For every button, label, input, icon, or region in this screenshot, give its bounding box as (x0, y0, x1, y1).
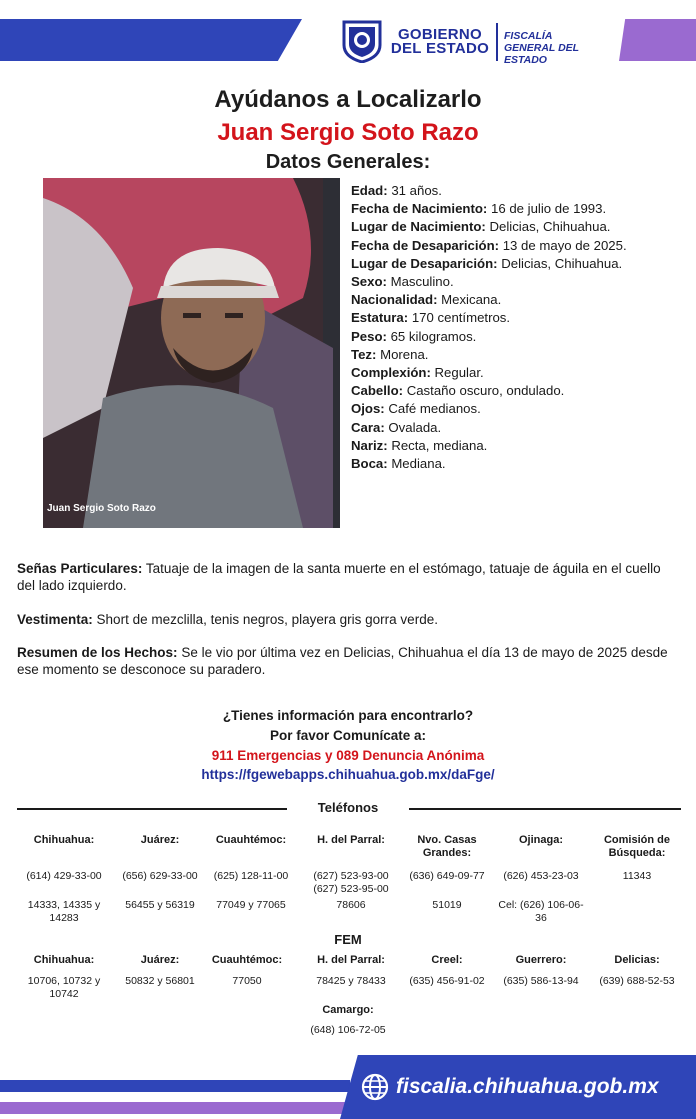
fem-title: FEM (334, 932, 362, 947)
state-seal-icon (341, 19, 383, 63)
footer-purple-stripe (0, 1102, 345, 1114)
tel-ext: 78606 (336, 899, 366, 911)
missing-person-photo (43, 178, 340, 528)
detail-nariz: Nariz: Recta, mediana. (351, 437, 488, 453)
general-data-list (351, 182, 681, 473)
fem-header: Camargo: (322, 1004, 374, 1016)
tel-phone: (627) 523-93-00 (627) 523-95-00 (313, 870, 389, 895)
fem-header: Creel: (431, 954, 463, 966)
contact-question: ¿Tienes información para encontrarlo? (222, 708, 474, 723)
tel-ext: 77049 y 77065 (216, 899, 286, 911)
fem-header: Juárez: (140, 954, 180, 966)
fem-value: 10706, 10732 y 10742 (27, 975, 101, 1000)
tel-ext: Cel: (626) 106-06-36 (498, 899, 584, 924)
photo-illustration (43, 178, 340, 528)
tel-header: Juárez: (140, 834, 180, 846)
photo-caption: Juan Sergio Soto Razo (47, 503, 156, 514)
missing-person-name: Juan Sergio Soto Razo (217, 119, 479, 146)
detail-cabello: Cabello: Castaño oscuro, ondulado. (351, 383, 565, 399)
report-link[interactable]: https://fgewebapps.chihuahua.gob.mx/daFge/ (201, 767, 495, 782)
section-title: Datos Generales: (265, 151, 431, 173)
emergency-numbers: 911 Emergencias y 089 Denuncia Anónima (211, 748, 485, 763)
header-purple-band (619, 19, 696, 61)
fem-header: Chihuahua: (33, 954, 95, 966)
gobierno-del-estado-logo: GOBIERNO DEL ESTADO (390, 26, 490, 57)
tel-ext: 56455 y 56319 (125, 899, 195, 911)
detail-edad: Edad: 31 años. (351, 183, 442, 198)
detail-ojos: Ojos: Café medianos. (351, 401, 481, 417)
tel-phone: (614) 429-33-00 (26, 870, 102, 882)
tel-phone: 11343 (622, 870, 652, 882)
detail-sexo: Sexo: Masculino. (351, 274, 454, 290)
detail-nacionalidad: Nacionalidad: Mexicana. (351, 292, 502, 308)
header-blue-band (0, 19, 302, 61)
tel-header: Comisión de Búsqueda: (603, 834, 670, 859)
tel-header: Nvo. Casas Grandes: (417, 834, 477, 859)
fem-value: 77050 (232, 975, 262, 987)
fem-value: (648) 106-72-05 (310, 1024, 386, 1036)
resumen-hechos: Resumen de los Hechos: Se le vio por última vez en Delicias, Chihuahua el día 13 de mayo de 2025 desde ese momento se desconoce su paradero. (17, 645, 668, 677)
detail-estatura: Estatura: 170 centímetros. (351, 310, 511, 326)
detail-fecha-nacimiento: Fecha de Nacimiento: 16 de julio de 1993. (351, 201, 607, 217)
fem-value: (635) 586-13-94 (503, 975, 579, 987)
tel-header: Chihuahua: (33, 834, 95, 846)
detail-complexion: Complexión: Regular. (351, 365, 484, 381)
telefonos-title: Teléfonos (317, 800, 379, 815)
detail-peso: Peso: 65 kilogramos. (351, 328, 477, 344)
tel-phone: (656) 629-33-00 (122, 870, 198, 882)
tel-phone: (626) 453-23-03 (503, 870, 579, 882)
fiscalia-logo-text: FISCALÍA GENERAL DEL ESTADO (504, 30, 579, 66)
tel-phone: (625) 128-11-00 (213, 870, 289, 882)
tel-ext: 14333, 14335 y 14283 (27, 899, 101, 924)
senas-particulares: Señas Particulares: Tatuaje de la imagen de la santa muerte en el estómago, tatuaje de águila en el cuello del lado izquierdo. (17, 561, 661, 593)
fem-header: H. del Parral: (317, 954, 385, 966)
fem-value: (639) 688-52-53 (599, 975, 675, 987)
fem-header: Cuauhtémoc: (211, 954, 283, 966)
detail-boca: Boca: Mediana. (351, 456, 446, 472)
tel-ext: 51019 (432, 899, 462, 911)
tel-header: Cuauhtémoc: (215, 834, 287, 846)
footer-website-link[interactable]: fiscalia.chihuahua.gob.mx (396, 1075, 659, 1098)
detail-cara: Cara: Ovalada. (351, 419, 442, 435)
footer-blue-stripe (0, 1080, 350, 1092)
fem-value: 50832 y 56801 (125, 975, 195, 987)
logo-divider (496, 23, 498, 61)
globe-icon (361, 1073, 389, 1101)
fem-header: Delicias: (614, 954, 660, 966)
fem-value: 78425 y 78433 (316, 975, 386, 987)
fem-value: (635) 456-91-02 (409, 975, 485, 987)
page-title: Ayúdanos a Localizarlo (214, 86, 482, 113)
detail-lugar-nacimiento: Lugar de Nacimiento: Delicias, Chihuahua. (351, 219, 611, 235)
contact-request: Por favor Comunícate a: (269, 728, 427, 743)
tel-phone: (636) 649-09-77 (409, 870, 485, 882)
fem-header: Guerrero: (515, 954, 567, 966)
detail-lugar-desaparicion: Lugar de Desaparición: Delicias, Chihuahua. (351, 255, 623, 271)
tel-header: H. del Parral: (317, 834, 385, 846)
tel-header: Ojinaga: (518, 834, 563, 846)
detail-fecha-desaparicion: Fecha de Desaparición: 13 de mayo de 2025. (351, 237, 627, 253)
vestimenta: Vestimenta: Short de mezclilla, tenis negros, playera gris gorra verde. (17, 612, 438, 627)
detail-tez: Tez: Morena. (351, 346, 429, 362)
